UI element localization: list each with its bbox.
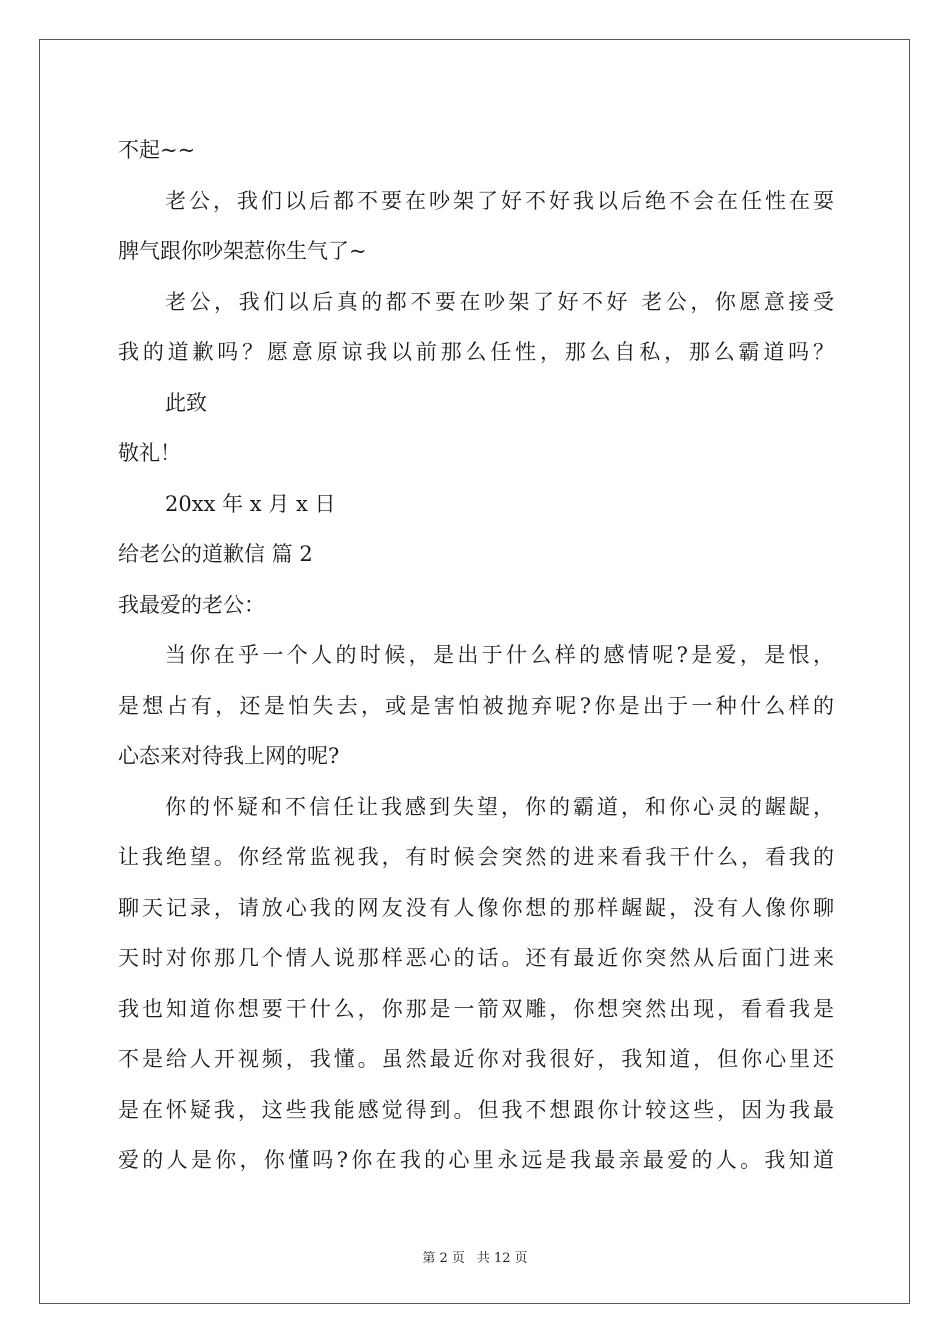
text-line: 聊天记录，请放心我的网友没有人像你想的那样龌龊，没有人像你聊	[118, 895, 834, 920]
text-line: 我也知道你想要干什么，你那是一箭双雕，你想突然出现，看看我是	[118, 996, 834, 1021]
text-line: 我的道歉吗？愿意原谅我以前那么任性，那么自私，那么霸道吗？	[118, 340, 834, 364]
document-body	[118, 125, 834, 1186]
text-line: 此致	[165, 390, 207, 415]
text-line: 是在怀疑我，这些我能感觉得到。但我不想跟你计较这些，因为我最	[118, 1097, 834, 1122]
text-line: 是想占有，还是怕失去，或是害怕被抛弃呢?你是出于一种什么样的	[118, 693, 834, 718]
text-line: 让我绝望。你经常监视我，有时候会突然的进来看我干什么，看我的	[118, 845, 834, 869]
page-number: 第 2 页	[422, 1251, 465, 1266]
text-line: 我最爱的老公：	[118, 592, 265, 617]
text-line: 老公，我们以后都不要在吵架了好不好我以后绝不会在任性在耍	[165, 188, 834, 213]
text-line: 你的怀疑和不信任让我感到失望，你的霸道，和你心灵的龌龊，	[165, 794, 834, 819]
text-line: 天时对你那几个情人说那样恶心的话。还有最近你突然从后面门进来	[118, 946, 834, 970]
text-line: 不起~~	[118, 138, 196, 162]
text-line: 敬礼！	[118, 441, 181, 465]
text-line: 脾气跟你吵架惹你生气了~	[118, 239, 367, 263]
text-line: 老公，我们以后真的都不要在吵架了好不好 老公，你愿意接受	[165, 289, 834, 314]
text-line: 20xx 年 x 月 x 日	[165, 491, 336, 516]
text-line: 心态来对待我上网的呢?	[118, 744, 340, 768]
text-line: 不是给人开视频，我懂。虽然最近你对我很好，我知道，但你心里还	[118, 1047, 834, 1071]
page-footer	[0, 1247, 950, 1266]
text-line: 爱的人是你，你懂吗?你在我的心里永远是我最亲最爱的人。我知道	[118, 1148, 834, 1172]
text-line: 当你在乎一个人的时候，是出于什么样的感情呢?是爱，是恨，	[165, 643, 834, 667]
page-total: 共 12 页	[476, 1251, 528, 1266]
text-line: 给老公的道歉信 篇 2	[118, 542, 313, 566]
